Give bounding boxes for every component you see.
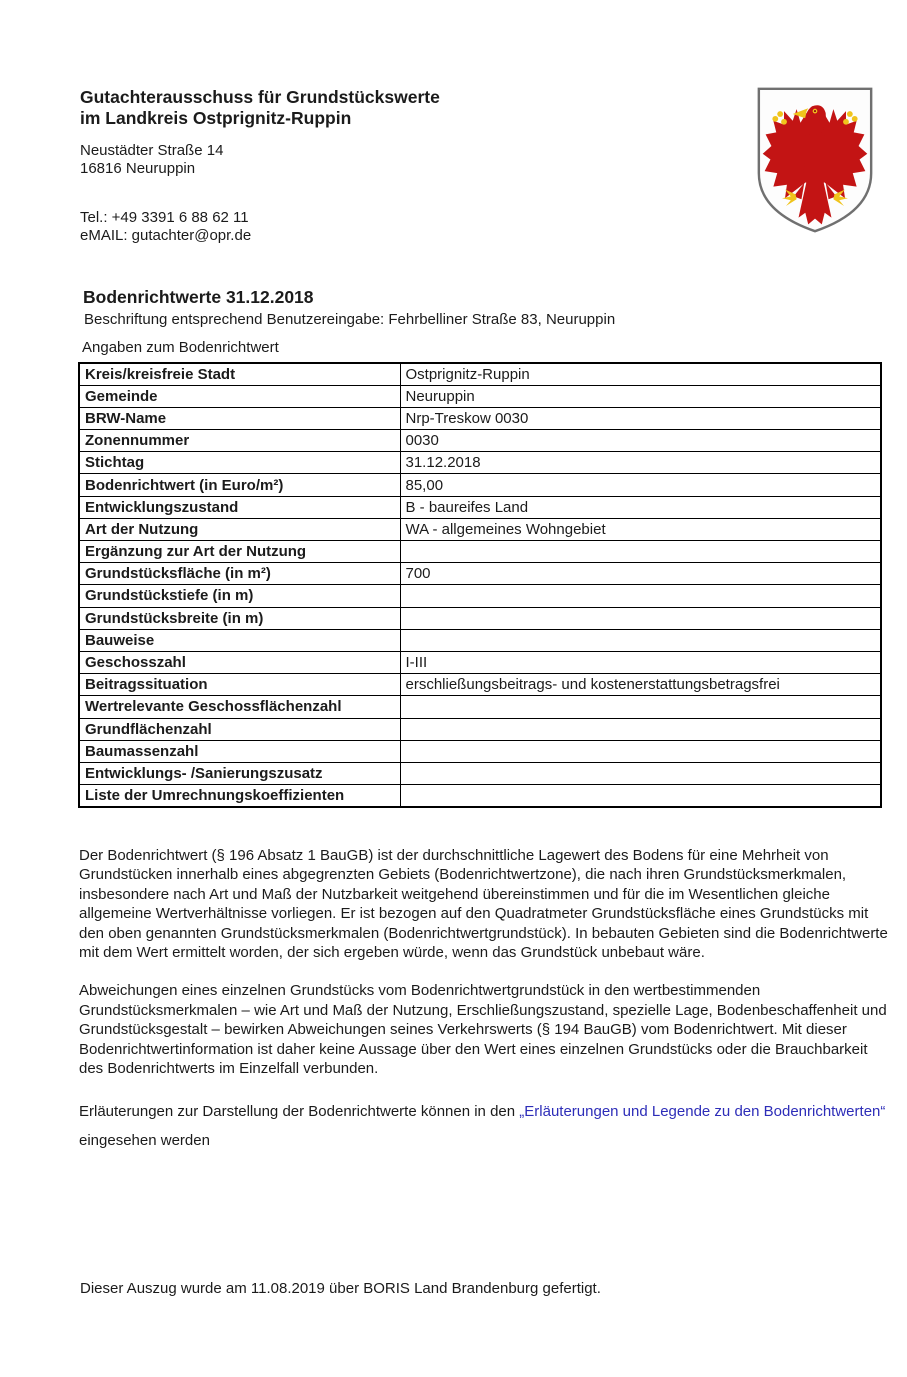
row-value: B - baureifes Land	[400, 496, 881, 518]
org-name	[80, 87, 440, 129]
row-label: Entwicklungs- /Sanierungszusatz	[79, 762, 400, 784]
row-label: Grundstücksbreite (in m)	[79, 607, 400, 629]
table-row	[79, 651, 881, 673]
explanatory-text	[79, 846, 893, 1155]
row-label: Zonennummer	[79, 430, 400, 452]
row-label: Entwicklungszustand	[79, 496, 400, 518]
row-label: Grundflächenzahl	[79, 718, 400, 740]
table-row	[79, 740, 881, 762]
table-row	[79, 718, 881, 740]
user-input-caption: Beschriftung entsprechend Benutzereingabe: Fehrbelliner Straße 83, Neuruppin	[84, 311, 616, 328]
legend-link[interactable]: „Erläuterungen und Legende zu den Bodenrichtwerten“	[519, 1103, 886, 1121]
row-label: Baumassenzahl	[79, 740, 400, 762]
email-line: eMAIL: gutachter@opr.de	[80, 226, 252, 244]
table-row	[79, 541, 881, 563]
row-value: I-III	[400, 651, 881, 673]
row-value: 700	[400, 563, 881, 585]
table-caption: Angaben zum Bodenrichtwert	[82, 339, 279, 356]
paragraph-definition: Der Bodenrichtwert (§ 196 Absatz 1 BauGB) ist der durchschnittliche Lagewert des Bodens für eine Mehrheit von Grundstücken innerhalb eines abgegrenzten Gebiets (Bodenrichtwertzone), die nach ihren Grundstücksmerkmalen, insbesondere nach Art und Maß der Nutzbarkeit weitgehend übereinstimmen und für die im Wesentlichen gleiche allgemeine Wertverhältnisse vorliegen. Er ist bezogen auf den Quadratmeter Grundstücksfläche eines Grundstücks mit den oben genannten Grundstücksmerkmalen (Bodenrichtwertgrundstück). In bebauten Gebieten sind die Bodenrichtwerte mit dem Wert ermittelt worden, der sich ergeben würde, wenn das Grundstück unbebaut wäre.	[79, 847, 888, 962]
legend-sentence-suffix: eingesehen werden	[79, 1132, 210, 1150]
table-row	[79, 430, 881, 452]
legend-sentence-prefix: Erläuterungen zur Darstellung der Bodenrichtwerte können in den	[79, 1103, 520, 1121]
row-value	[400, 785, 881, 807]
row-label: Geschosszahl	[79, 651, 400, 673]
row-label: Gemeinde	[79, 385, 400, 407]
row-value	[400, 607, 881, 629]
table-row	[79, 363, 881, 385]
row-value	[400, 762, 881, 784]
row-value: 0030	[400, 430, 881, 452]
row-value	[400, 541, 881, 563]
row-value	[400, 718, 881, 740]
row-label: Grundstücksfläche (in m²)	[79, 563, 400, 585]
table-row	[79, 407, 881, 429]
row-label: Bodenrichtwert (in Euro/m²)	[79, 474, 400, 496]
row-value: erschließungsbeitrags- und kostenerstattungsbetragsfrei	[400, 674, 881, 696]
table-row	[79, 585, 881, 607]
row-label: Grundstückstiefe (in m)	[79, 585, 400, 607]
row-value: WA - allgemeines Wohngebiet	[400, 518, 881, 540]
row-label: Art der Nutzung	[79, 518, 400, 540]
phone-line: Tel.: +49 3391 6 88 62 11	[80, 209, 249, 226]
row-label: Stichtag	[79, 452, 400, 474]
table-row	[79, 785, 881, 807]
brw-attributes-table	[78, 362, 882, 808]
paragraph-deviations: Abweichungen eines einzelnen Grundstücks vom Bodenrichtwertgrundstück in den wertbestimmenden Grundstücksmerkmalen – wie Art und Maß der Nutzung, Erschließungszustand, spezielle Lage, Bodenbeschaffenheit und Grundstücksgestalt – bewirken Abweichungen seines Verkehrswerts (§ 194 BauGB) vom Bodenrichtwert. Mit dieser Bodenrichtwertinformation ist daher keine Aussage über den Wert eines einzelnen Grundstücks oder die Brauchbarkeit des Bodenrichtwerts im Einzelfall verbunden.	[79, 982, 887, 1078]
brandenburg-coat-of-arms-icon	[752, 84, 878, 237]
row-label: Kreis/kreisfreie Stadt	[79, 363, 400, 385]
row-value	[400, 740, 881, 762]
table-row	[79, 563, 881, 585]
address-street: Neustädter Straße 14	[80, 142, 224, 159]
table-row	[79, 674, 881, 696]
table-row	[79, 762, 881, 784]
row-value	[400, 629, 881, 651]
row-value	[400, 696, 881, 718]
letterhead	[80, 87, 440, 244]
row-value: 31.12.2018	[400, 452, 881, 474]
table-row	[79, 518, 881, 540]
org-name-line1: Gutachterausschuss für Grundstückswerte	[80, 87, 440, 107]
table-row	[79, 629, 881, 651]
row-label: Liste der Umrechnungskoeffizienten	[79, 785, 400, 807]
table-row	[79, 474, 881, 496]
row-value: 85,00	[400, 474, 881, 496]
footer-note: Dieser Auszug wurde am 11.08.2019 über BORIS Land Brandenburg gefertigt.	[80, 1280, 601, 1297]
org-address	[80, 142, 440, 177]
row-value: Neuruppin	[400, 385, 881, 407]
legend-sentence	[79, 1097, 893, 1155]
row-value	[400, 585, 881, 607]
table-row	[79, 696, 881, 718]
row-label: Wertrelevante Geschossflächenzahl	[79, 696, 400, 718]
row-label: Ergänzung zur Art der Nutzung	[79, 541, 400, 563]
table-row	[79, 496, 881, 518]
row-value: Nrp-Treskow 0030	[400, 407, 881, 429]
org-name-line2: im Landkreis Ostprignitz-Ruppin	[80, 108, 352, 128]
org-contact	[80, 209, 440, 244]
table-row	[79, 452, 881, 474]
row-label: BRW-Name	[79, 407, 400, 429]
page-title: Bodenrichtwerte 31.12.2018	[83, 287, 314, 307]
address-city: 16816 Neuruppin	[80, 159, 196, 177]
row-label: Beitragssituation	[79, 674, 400, 696]
row-label: Bauweise	[79, 629, 400, 651]
table-row	[79, 607, 881, 629]
row-value: Ostprignitz-Ruppin	[400, 363, 881, 385]
table-row	[79, 385, 881, 407]
